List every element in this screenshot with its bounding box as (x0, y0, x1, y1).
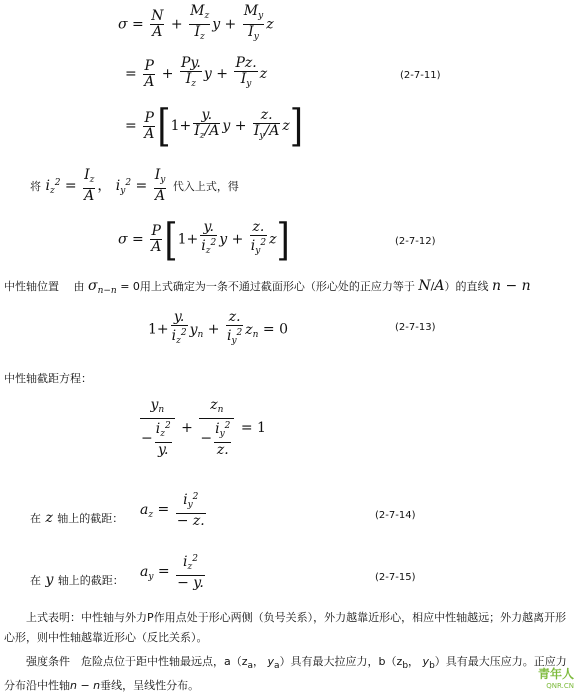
equation-2-7-13-rhs: 0 (279, 321, 289, 338)
equation-intercept-rhs: 1 (257, 420, 266, 436)
substitute-prefix: 将 (30, 180, 41, 193)
neutral-axis-paragraph: 中性轴位置 由 $\sigma_{n-n} = 0$用上式确定为一条不通过截面形心（形心处的正应力等于 N/A）的直线 n − n (4, 278, 531, 296)
equation-stress-line1: σ = $\frac{N}{A}$ + $\frac{M_z}{I_z}$ y + $\frac{M_y}{I_y}$ z (118, 3, 274, 42)
neutral-axis-body-1: 由 (73, 280, 85, 293)
equation-intercept: $y_n$ − $\frac{i_z^2}{y.}$ + $z_n$ − $\frac{i_y^2}{z.}$ = 1 (141, 397, 266, 458)
neutral-axis-title: 中性轴位置 (4, 280, 59, 293)
equation-number-2-7-11: (2-7-11) (400, 70, 441, 81)
equation-2-7-12: σ = $\frac{P}{A}$ [1+ $\frac{y.}{i_z^2}$ y + $\frac{z.}{i_y^2}$ z] (118, 213, 290, 266)
equation-2-7-13: 1+ $\frac{y.}{i_z^2}$ $y_n$ + $\frac{z.}{i_y^2}$ $z_n = 0$ (148, 309, 289, 346)
substitution-line: 将 $i_z^2$ = $\frac{I_z}{A}$ ， $i_y^2$ = $\frac{I_y}{A}$ 代入上式，得 (30, 167, 239, 204)
equation-2-7-14: $a_z$ = $\frac{i_y^2}{- z.}$ (140, 492, 205, 529)
on-z-axis-suffix: 轴上的截距： (57, 512, 124, 525)
strength-part-2: ）具有最大拉应力，b（z (279, 655, 403, 668)
watermark-logo (538, 668, 574, 692)
equation-number-2-7-15: (2-7-15) (375, 572, 416, 583)
watermark-main: 青年人 (537, 667, 574, 681)
on-y-axis-prefix: 在 (30, 574, 41, 587)
equation-stress-line2: = $\frac{P}{A}$ + $\frac{Py.}{I_z}$ y + $\frac{Pz.}{I_y}$ z (125, 55, 268, 90)
summary-paragraph: 上式表明：中性轴与外力P作用点处于形心两侧（负号关系），外力越靠近形心，相应中性轴越远；外力越离开形心形，则中性轴越靠近形心（反比关系）。 (4, 611, 567, 644)
strength-part-1: 强度条件 危险点位于距中性轴最远点，a（z (26, 655, 248, 668)
y-intercept-label: 在 y 轴上的截距： (30, 572, 124, 588)
equation-2-7-15: $a_y$ = $\frac{i_z^2}{- y.}$ (140, 554, 204, 591)
on-y-axis-suffix: 轴上的截距： (57, 574, 124, 587)
neutral-axis-body-2: 用上式确定为一条不通过截面形心（形心处的正应力等于 (139, 280, 415, 293)
strength-part-3: ）具有最大压应力。正应力分布沿中性轴 (4, 655, 567, 692)
neutral-axis-body-3: ）的直线 (444, 280, 489, 293)
equation-stress-line3: = $\frac{P}{A}$ [1+ $\frac{y.}{I_z/A}$ y + $\frac{z.}{I_y/A}$ z] (125, 100, 303, 152)
equation-number-2-7-14: (2-7-14) (375, 510, 416, 521)
strength-part-4: 垂线，呈线性分布。 (100, 679, 200, 692)
z-intercept-label: 在 z 轴上的截距： (30, 510, 124, 526)
equation-number-2-7-13: (2-7-13) (395, 322, 436, 333)
on-z-axis-prefix: 在 (30, 512, 41, 525)
strength-paragraph: 强度条件 危险点位于距中性轴最远点，$a(z_a$， $y_a$）具有最大拉应力，$b(z_b$， $y_b$）具有最大压应力。正应力分布沿中性轴n − n垂线，呈线性分布。 (4, 655, 567, 692)
intercept-title: 中性轴截距方程： (4, 372, 92, 385)
watermark-sub: QNR.CN (546, 682, 574, 690)
substitute-suffix: 代入上式，得 (172, 180, 239, 193)
equation-number-2-7-12: (2-7-12) (395, 236, 436, 247)
